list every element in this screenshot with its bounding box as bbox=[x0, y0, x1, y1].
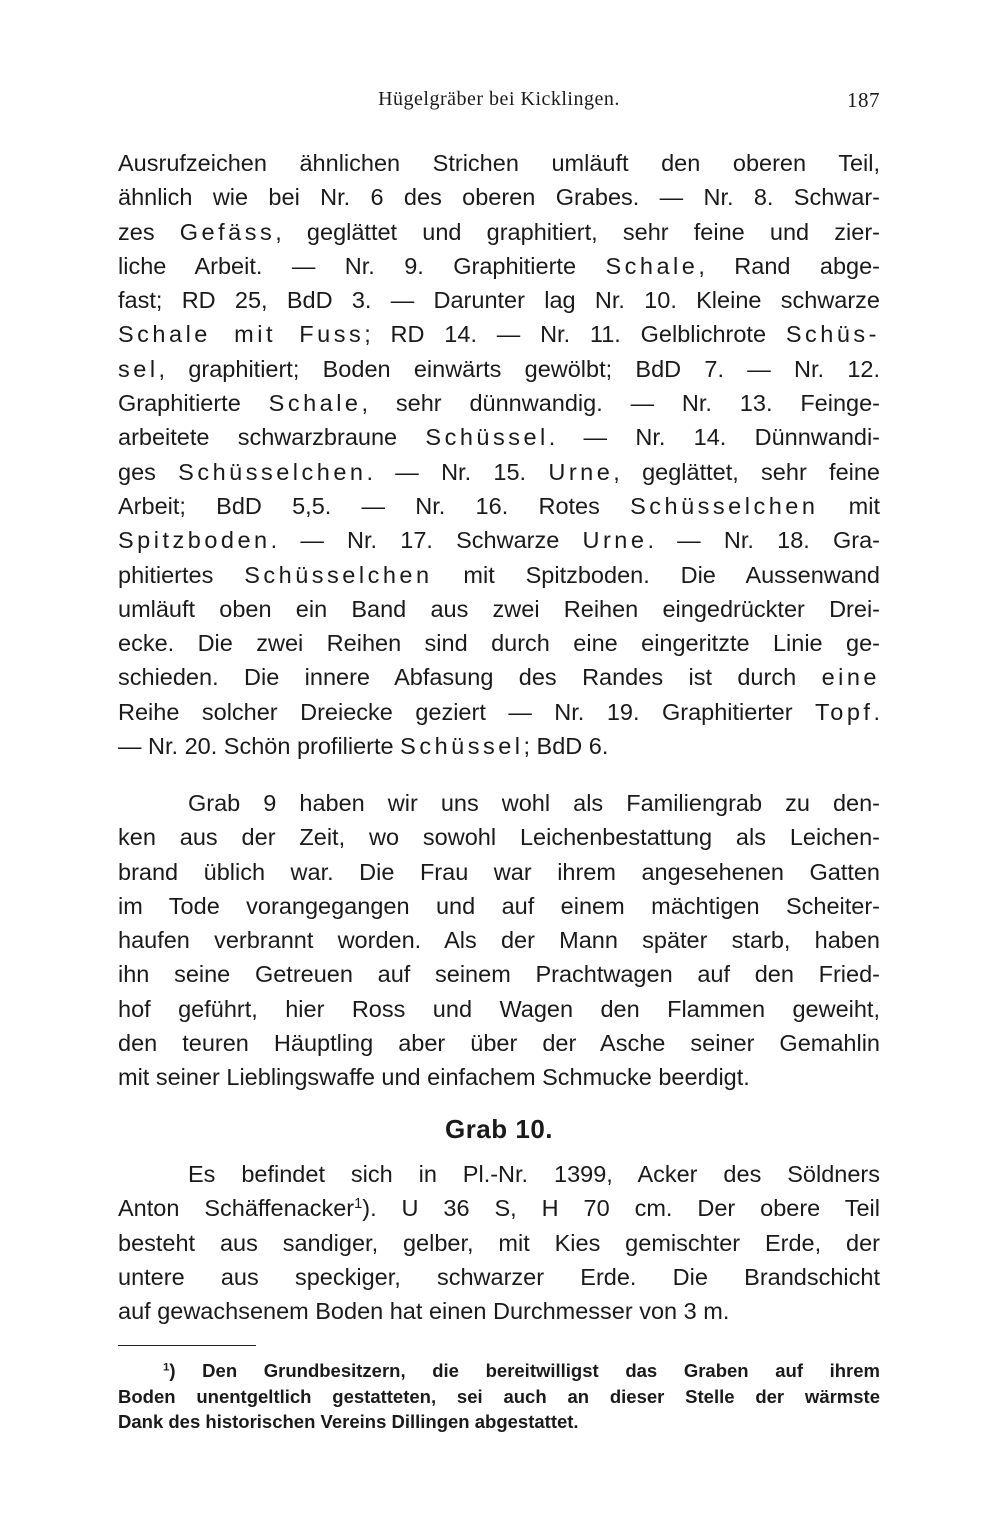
text-line bbox=[118, 695, 880, 729]
text-run: auf gewachsenem Boden hat einen Durchmesser von 3 m. bbox=[118, 1298, 730, 1325]
spaced-emphasis: Schüssel bbox=[400, 733, 524, 760]
text-run: ). U 36 S, H 70 cm. Der obere Teil bbox=[362, 1195, 880, 1222]
spaced-emphasis: sel bbox=[118, 355, 159, 382]
text-run: untere aus speckiger, schwarzer Erde. Die Brandschicht bbox=[118, 1263, 880, 1290]
text-run: Grab 9 haben wir uns wohl als Familiengrab zu den- bbox=[188, 790, 880, 816]
text-line bbox=[118, 523, 880, 557]
text-line bbox=[118, 420, 880, 454]
text-line bbox=[118, 146, 880, 180]
spaced-emphasis: Schüsselchen bbox=[630, 492, 819, 519]
text-run: . — Nr. 18. Gra- bbox=[647, 527, 880, 554]
text-run: ähnlich wie bei Nr. 6 des oberen Grabes. — Nr. 8. Schwar- bbox=[118, 184, 880, 211]
text-run: ges bbox=[118, 458, 179, 485]
text-run: Anton Schäffenacker bbox=[118, 1195, 355, 1222]
footnote-line bbox=[118, 1409, 880, 1435]
text-run: — Nr. 20. Schön profilierte bbox=[118, 733, 401, 760]
paragraph-grab9-interpretation bbox=[118, 786, 880, 1095]
section-heading-grab-10: Grab 10. bbox=[444, 1114, 554, 1144]
text-run: brand üblich war. Die Frau war ihrem angesehenen Gatten bbox=[118, 858, 880, 885]
text-line bbox=[118, 1157, 880, 1191]
text-run: ecke. Die zwei Reihen sind durch eine eingeritzte Linie ge- bbox=[118, 630, 880, 657]
text-run: , graphitiert; Boden einwärts gewölbt; BdD 7. — Nr. 12. bbox=[158, 355, 880, 382]
text-run: hof geführt, hier Ross und Wagen den Flammen geweiht, bbox=[118, 995, 880, 1022]
text-run: mit bbox=[818, 492, 881, 519]
text-line bbox=[118, 180, 880, 214]
text-line bbox=[118, 317, 880, 351]
footnote-marker: 1 bbox=[163, 1361, 170, 1374]
text-line bbox=[118, 660, 880, 694]
running-title: Hügelgräber bei Kicklingen. bbox=[378, 88, 620, 110]
text-line bbox=[118, 1226, 880, 1260]
text-run: liche Arbeit. — Nr. 9. Graphitierte bbox=[118, 252, 606, 279]
text-line bbox=[118, 786, 880, 820]
text-line bbox=[118, 1260, 880, 1294]
text-line bbox=[118, 489, 880, 523]
text-run: , sehr dünnwandig. — Nr. 13. Feinge- bbox=[361, 390, 881, 417]
text-run: zes bbox=[118, 218, 180, 245]
footnote-line bbox=[118, 1358, 880, 1384]
text-run: Dank des historischen Vereins Dillingen abgestattet. bbox=[118, 1411, 579, 1432]
text-line bbox=[118, 820, 880, 854]
text-run: Es befindet sich in Pl.-Nr. 1399, Acker des Söldners bbox=[188, 1161, 880, 1187]
text-run: , geglättet, sehr feine bbox=[613, 458, 881, 485]
text-line bbox=[118, 352, 880, 386]
footnote-rule bbox=[118, 1345, 256, 1346]
spaced-emphasis: Spitzboden bbox=[118, 527, 271, 554]
text-run: Graphitierte bbox=[118, 390, 269, 417]
text-run: . — Nr. 15. bbox=[366, 458, 549, 485]
text-run: Boden unentgeltlich gestatteten, sei auch an dieser Stelle der wärmste bbox=[118, 1385, 880, 1407]
text-line bbox=[118, 957, 880, 991]
text-line bbox=[118, 1294, 880, 1328]
text-run: Reihe solcher Dreiecke geziert — Nr. 19. Graphitierter bbox=[118, 698, 816, 725]
text-line bbox=[118, 592, 880, 626]
text-run: Ausrufzeichen ähnlichen Strichen umläuft den oberen Teil, bbox=[118, 150, 880, 176]
text-run: ; BdD 6. bbox=[523, 733, 609, 760]
spaced-emphasis: Schale bbox=[605, 252, 699, 279]
text-run: ken aus der Zeit, wo sowohl Leichenbestattung als Leichen- bbox=[118, 824, 880, 851]
text-run: phitiertes bbox=[118, 561, 245, 588]
text-line bbox=[118, 249, 880, 283]
text-line bbox=[118, 855, 880, 889]
text-run: arbeitete schwarzbraune bbox=[118, 424, 426, 451]
text-run: . — Nr. 17. Schwarze bbox=[270, 527, 583, 554]
text-run: ; RD 14. — Nr. 11. Gelblichrote bbox=[364, 321, 786, 348]
spaced-emphasis: Urne bbox=[582, 527, 648, 554]
text-run: . — Nr. 14. Dünnwandi- bbox=[548, 424, 881, 451]
spaced-emphasis: Schüsselchen bbox=[244, 561, 433, 588]
text-line bbox=[118, 455, 880, 489]
page-number: 187 bbox=[847, 88, 880, 112]
spaced-emphasis: Urne bbox=[548, 458, 614, 485]
text-line bbox=[118, 729, 880, 763]
running-head bbox=[118, 88, 880, 118]
text-run: umläuft oben ein Band aus zwei Reihen eingedrückter Drei- bbox=[118, 595, 880, 622]
spaced-emphasis: eine bbox=[821, 664, 880, 691]
text-run: , geglättet und graphitiert, sehr feine und zier- bbox=[275, 218, 880, 245]
text-run: haufen verbrannt worden. Als der Mann später starb, haben bbox=[118, 927, 880, 954]
text-run: fast; RD 25, BdD 3. — Darunter lag Nr. 10. Kleine schwarze bbox=[118, 287, 880, 314]
text-line bbox=[118, 626, 880, 660]
text-line bbox=[118, 1060, 880, 1094]
text-run: ) Den Grundbesitzern, die bereitwilligst das Graben auf ihrem bbox=[169, 1360, 880, 1381]
text-run: schieden. Die innere Abfasung des Randes ist durch bbox=[118, 664, 822, 691]
text-line bbox=[118, 283, 880, 317]
spaced-emphasis: Gefäss bbox=[179, 218, 276, 245]
text-run: mit Spitzboden. Die Aussenwand bbox=[432, 561, 881, 588]
text-run: mit seiner Lieblingswaffe und einfachem Schmucke beerdigt. bbox=[118, 1064, 750, 1091]
text-run: den teuren Häuptling aber über der Asche seiner Gemahlin bbox=[118, 1030, 880, 1057]
spaced-emphasis: Schüssel bbox=[425, 424, 549, 451]
text-line bbox=[118, 1191, 880, 1225]
footnote bbox=[118, 1358, 880, 1435]
text-run: Arbeit; BdD 5,5. — Nr. 16. Rotes bbox=[118, 492, 631, 519]
spaced-emphasis: Topf bbox=[815, 698, 874, 725]
text-line bbox=[118, 992, 880, 1026]
paragraph-grab9-inventory bbox=[118, 146, 880, 763]
text-run: . bbox=[873, 698, 880, 725]
text-run: besteht aus sandiger, gelber, mit Kies gemischter Erde, der bbox=[118, 1229, 880, 1256]
text-line bbox=[118, 558, 880, 592]
text-line bbox=[118, 215, 880, 249]
spaced-emphasis: Schüs- bbox=[785, 321, 880, 348]
paragraph-grab10-description bbox=[118, 1157, 880, 1328]
footnote-line bbox=[118, 1384, 880, 1410]
spaced-emphasis: Schale mit Fuss bbox=[118, 321, 365, 348]
text-run: ihn seine Getreuen auf seinem Prachtwagen auf den Fried- bbox=[118, 961, 880, 988]
spaced-emphasis: Schüsselchen bbox=[178, 458, 367, 485]
text-line bbox=[118, 923, 880, 957]
text-line bbox=[118, 386, 880, 420]
text-line bbox=[118, 1026, 880, 1060]
spaced-emphasis: Schale bbox=[268, 390, 362, 417]
footnote-marker: 1 bbox=[354, 1196, 363, 1213]
text-run: im Tode vorangegangen und auf einem mächtigen Scheiter- bbox=[118, 892, 880, 919]
text-run: , Rand abge- bbox=[698, 252, 880, 279]
text-line bbox=[118, 889, 880, 923]
